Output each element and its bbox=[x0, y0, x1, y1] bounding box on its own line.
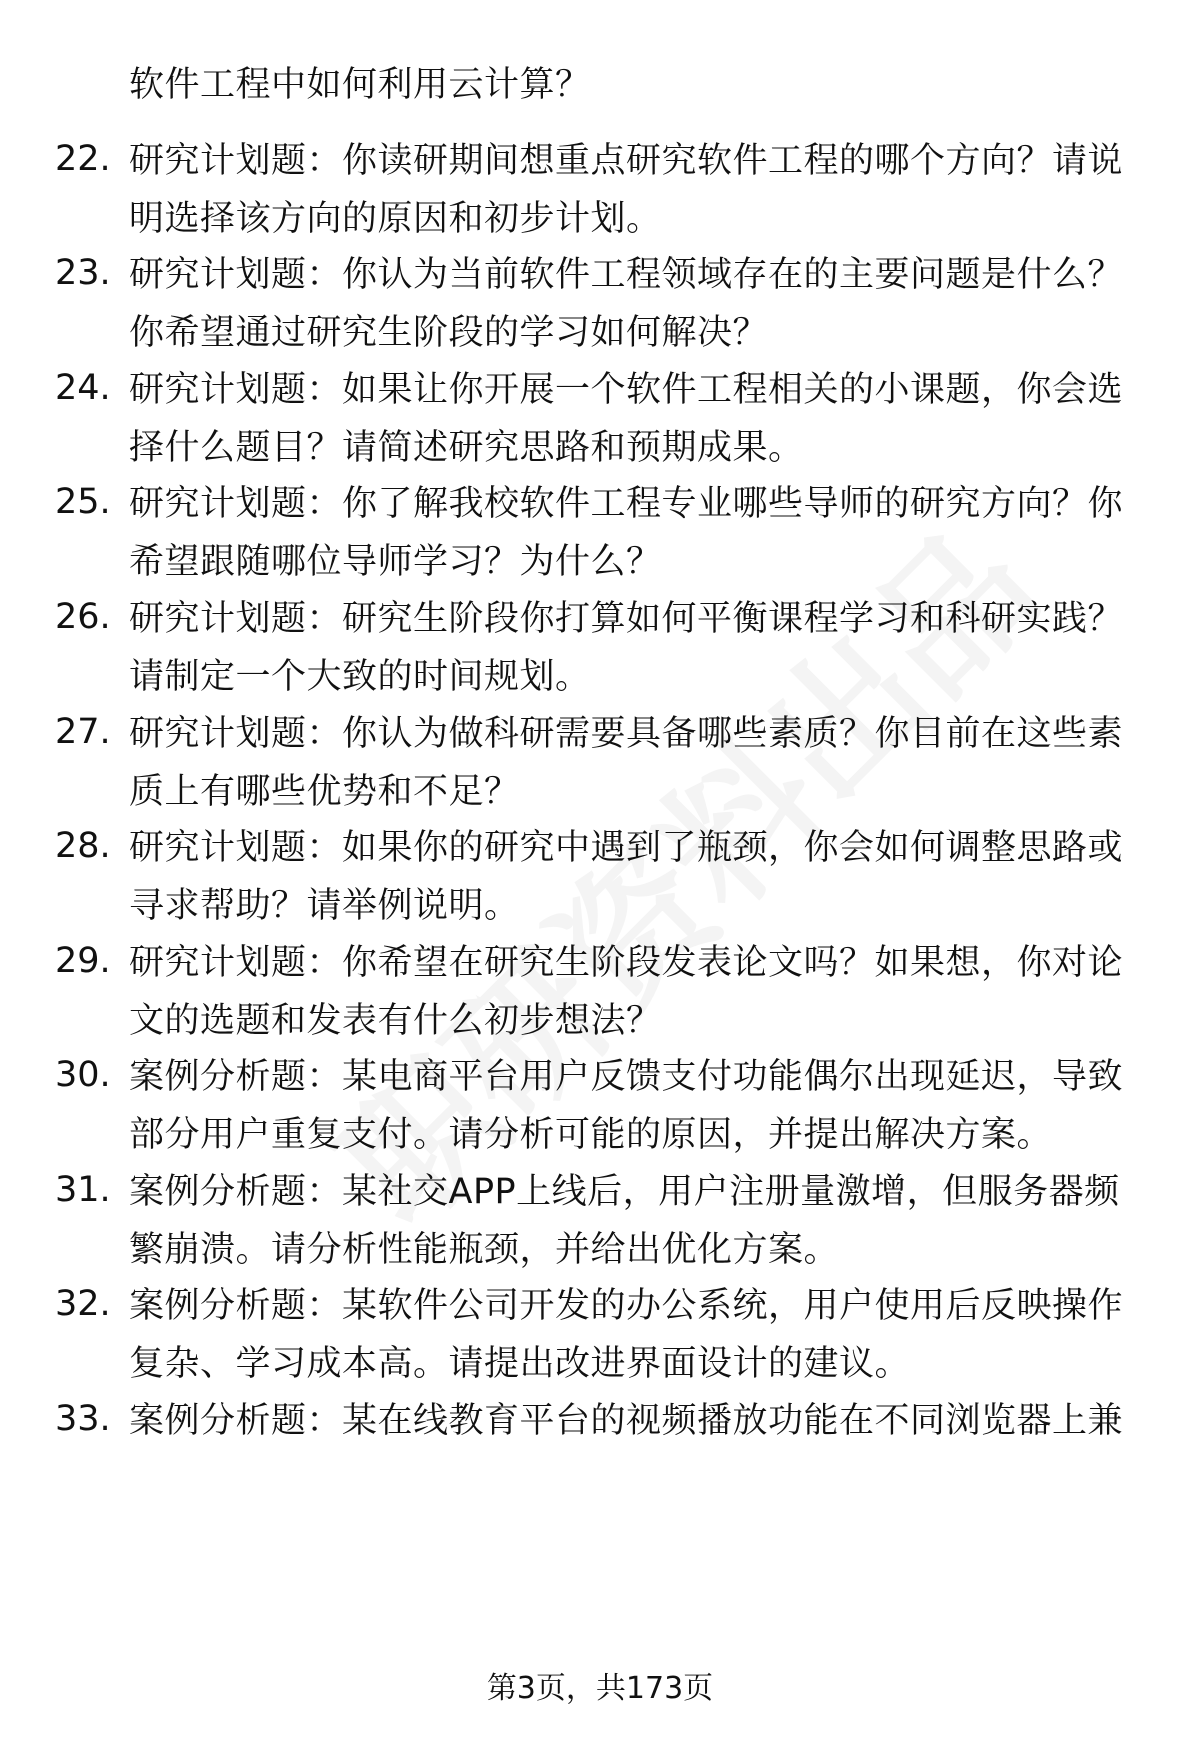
item-number: 26. bbox=[55, 597, 111, 637]
item-number: 33. bbox=[55, 1399, 111, 1439]
item-number: 28. bbox=[55, 826, 111, 866]
item-number: 32. bbox=[55, 1284, 111, 1324]
item-line: 研究计划题：如果你的研究中遇到了瓶颈，你会如何调整思路或 bbox=[129, 828, 1124, 868]
item-line: 寻求帮助？请举例说明。 bbox=[129, 886, 520, 926]
item-line: 请制定一个大致的时间规划。 bbox=[129, 657, 591, 697]
item-line: 研究计划题：研究生阶段你打算如何平衡课程学习和科研实践？ bbox=[129, 599, 1124, 639]
item-line: 你希望通过研究生阶段的学习如何解决？ bbox=[129, 313, 769, 353]
item-line: 复杂、学习成本高。请提出改进界面设计的建议。 bbox=[129, 1344, 911, 1384]
item-line: 案例分析题：某在线教育平台的视频播放功能在不同浏览器上兼 bbox=[129, 1401, 1124, 1441]
item-text bbox=[129, 1163, 1139, 1279]
item-line: 研究计划题：你认为当前软件工程领域存在的主要问题是什么？ bbox=[129, 255, 1124, 295]
item-line: 希望跟随哪位导师学习？为什么？ bbox=[129, 542, 662, 582]
item-line: 案例分析题：某软件公司开发的办公系统，用户使用后反映操作 bbox=[129, 1286, 1124, 1326]
item-number: 25. bbox=[55, 482, 111, 522]
item-text bbox=[129, 132, 1139, 248]
item-text bbox=[129, 1277, 1139, 1393]
item-line: 研究计划题：如果让你开展一个软件工程相关的小课题，你会选 bbox=[129, 370, 1124, 410]
item-number: 31. bbox=[55, 1170, 111, 1210]
item-line: 明选择该方向的原因和初步计划。 bbox=[129, 199, 662, 239]
item-text bbox=[129, 934, 1139, 1050]
item-line: 部分用户重复支付。请分析可能的原因，并提出解决方案。 bbox=[129, 1115, 1053, 1155]
item-line: 研究计划题：你读研期间想重点研究软件工程的哪个方向？请说 bbox=[129, 141, 1124, 181]
item-line: 质上有哪些优势和不足？ bbox=[129, 772, 520, 812]
item-text bbox=[129, 705, 1139, 821]
item-text bbox=[129, 1392, 1139, 1450]
item-line: 繁崩溃。请分析性能瓶颈，并给出优化方案。 bbox=[129, 1230, 840, 1270]
item-line: 研究计划题：你希望在研究生阶段发表论文吗？如果想，你对论 bbox=[129, 943, 1124, 983]
item-text bbox=[129, 475, 1139, 591]
item-line: 文的选题和发表有什么初步想法？ bbox=[129, 1001, 662, 1041]
item-number: 30. bbox=[55, 1055, 111, 1095]
item-number: 22. bbox=[55, 139, 111, 179]
item-text bbox=[129, 1048, 1139, 1164]
item-line: 择什么题目？请简述研究思路和预期成果。 bbox=[129, 428, 804, 468]
item-text bbox=[129, 361, 1139, 477]
item-text bbox=[129, 246, 1139, 362]
item-number: 23. bbox=[55, 253, 111, 293]
item-number: 29. bbox=[55, 941, 111, 981]
item-line: 案例分析题：某电商平台用户反馈支付功能偶尔出现延迟，导致 bbox=[129, 1057, 1124, 1097]
page-footer: 第3页，共173页 bbox=[486, 1671, 714, 1706]
item-line: 研究计划题：你了解我校软件工程专业哪些导师的研究方向？你 bbox=[129, 484, 1124, 524]
item-number: 24. bbox=[55, 368, 111, 408]
item-line: 研究计划题：你认为做科研需要具备哪些素质？你目前在这些素 bbox=[129, 714, 1124, 754]
item-text bbox=[129, 819, 1139, 935]
carry-over-line: 软件工程中如何利用云计算？ bbox=[129, 65, 591, 105]
item-number: 27. bbox=[55, 712, 111, 752]
item-line: 案例分析题：某社交APP上线后，用户注册量激增，但服务器频 bbox=[129, 1172, 1120, 1212]
item-text bbox=[129, 590, 1139, 706]
